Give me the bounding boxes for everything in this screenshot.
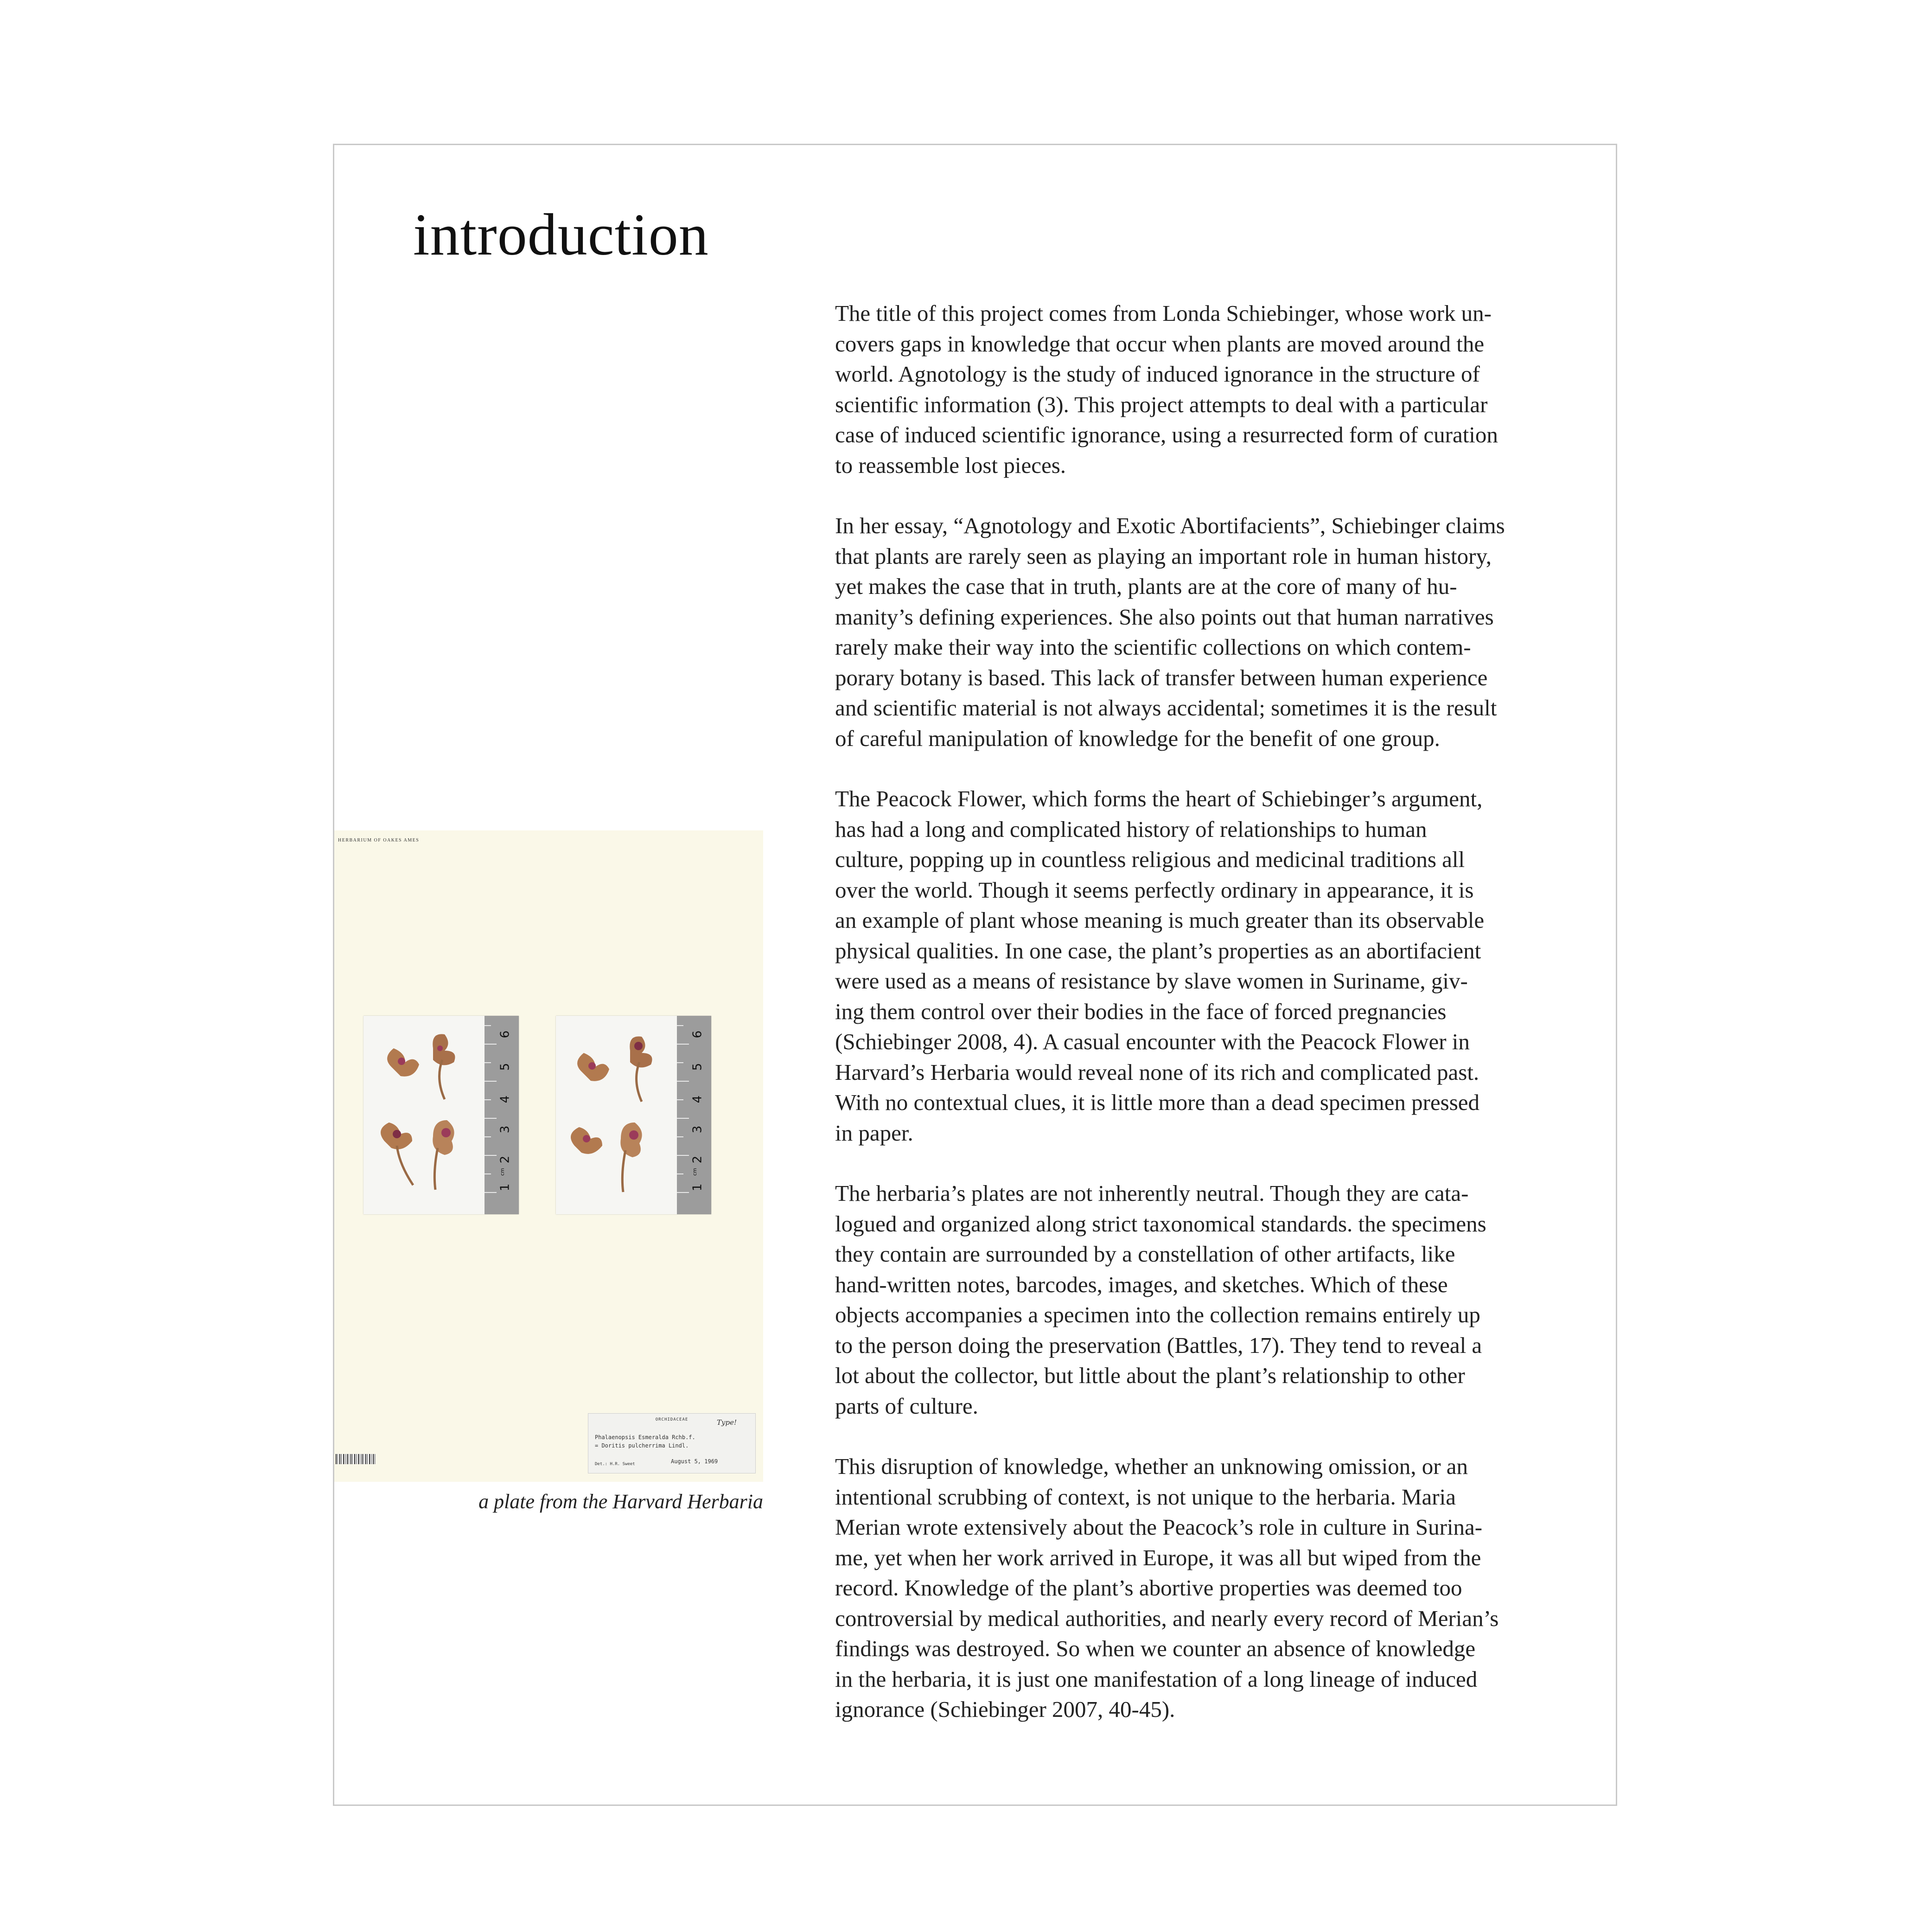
ruler-number: 3 bbox=[498, 1125, 512, 1134]
document-page bbox=[333, 144, 1617, 1806]
text-line: This disruption of knowledge, whether an unknowing omission, or an bbox=[835, 1454, 1468, 1479]
text-line: an example of plant whose meaning is much greater than its observable bbox=[835, 907, 1485, 933]
text-line: of careful manipulation of knowledge for the benefit of one group. bbox=[835, 725, 1440, 751]
flower-specimen bbox=[387, 1048, 419, 1077]
label-family: ORCHIDACEAE bbox=[655, 1417, 689, 1422]
text-line: Harvard’s Herbaria would reveal none of its rich and complicated past. bbox=[835, 1059, 1479, 1085]
label-determiner: Det.: H.R. Sweet bbox=[595, 1462, 635, 1467]
text-line: porary botany is based. This lack of transfer between human experience bbox=[835, 664, 1488, 690]
text-line: has had a long and complicated history of relationships to human bbox=[835, 816, 1427, 842]
flower-specimen bbox=[381, 1122, 413, 1185]
text-line: and scientific material is not always accidental; sometimes it is the result bbox=[835, 695, 1497, 721]
body-text bbox=[835, 298, 1544, 1755]
text-line: that plants are rarely seen as playing an important role in human history, bbox=[835, 543, 1492, 569]
body-paragraph bbox=[835, 1451, 1544, 1725]
label-date: August 5, 1969 bbox=[671, 1458, 718, 1465]
specimen-label bbox=[588, 1413, 756, 1473]
text-line: to reassemble lost pieces. bbox=[835, 452, 1066, 478]
flower-specimen bbox=[571, 1127, 602, 1154]
text-line: in paper. bbox=[835, 1120, 913, 1146]
text-line: world. Agnotology is the study of induced ignorance in the structure of bbox=[835, 361, 1480, 387]
text-line: record. Knowledge of the plant’s abortive properties was deemed too bbox=[835, 1575, 1462, 1600]
ruler-number: 1 bbox=[498, 1183, 512, 1192]
label-synonym-name: = Doritis pulcherrima Lindl. bbox=[595, 1442, 689, 1449]
text-line: rarely make their way into the scientific collections on which contem- bbox=[835, 634, 1471, 660]
text-line: to the person doing the preservation (Battles, 17). They tend to reveal a bbox=[835, 1332, 1482, 1358]
measurement-ruler bbox=[677, 1016, 711, 1214]
text-line: me, yet when her work arrived in Europe, it was all but wiped from the bbox=[835, 1544, 1481, 1570]
text-line: lot about the collector, but little about the plant’s relationship to other bbox=[835, 1363, 1465, 1388]
text-line: With no contextual clues, it is little more than a dead specimen pressed bbox=[835, 1090, 1480, 1115]
pressed-flowers-right bbox=[556, 1016, 676, 1214]
text-line: (Schiebinger 2008, 4). A casual encounter with the Peacock Flower in bbox=[835, 1029, 1470, 1054]
label-type-note: Type! bbox=[717, 1418, 737, 1427]
herbarium-plate-figure bbox=[334, 830, 763, 1482]
ruler-number: 4 bbox=[498, 1095, 512, 1103]
ruler-number: 3 bbox=[690, 1125, 705, 1134]
ruler-number: 2 bbox=[498, 1155, 512, 1164]
text-line: covers gaps in knowledge that occur when plants are moved around the bbox=[835, 331, 1485, 357]
specimen-card-left bbox=[363, 1016, 519, 1214]
text-line: in the herbaria, it is just one manifestation of a long lineage of induced bbox=[835, 1666, 1478, 1692]
text-line: physical qualities. In one case, the plant’s properties as an abortifacient bbox=[835, 937, 1481, 963]
pressed-flowers-left bbox=[363, 1016, 484, 1214]
ruler-number: 2 bbox=[690, 1155, 705, 1164]
ruler-number: 4 bbox=[690, 1095, 705, 1103]
flower-specimen bbox=[577, 1053, 609, 1081]
text-line: The title of this project comes from Londa Schiebinger, whose work un- bbox=[835, 300, 1492, 326]
text-line: findings was destroyed. So when we counter an absence of knowledge bbox=[835, 1636, 1476, 1661]
figure-caption: a plate from the Harvard Herbaria bbox=[478, 1490, 763, 1513]
barcode-icon bbox=[336, 1454, 376, 1464]
flower-specimen bbox=[433, 1034, 455, 1099]
body-paragraph bbox=[835, 510, 1544, 753]
text-line: manity’s defining experiences. She also points out that human narratives bbox=[835, 604, 1494, 630]
text-line: over the world. Though it seems perfectly ordinary in appearance, it is bbox=[835, 877, 1474, 903]
ruler-number: 1 bbox=[690, 1183, 705, 1192]
ruler-unit: cm bbox=[499, 1168, 505, 1176]
text-line: Merian wrote extensively about the Peacock’s role in culture in Surina- bbox=[835, 1514, 1483, 1540]
text-line: logued and organized along strict taxonomical standards. the specimens bbox=[835, 1211, 1486, 1237]
body-paragraph bbox=[835, 784, 1544, 1148]
body-paragraph bbox=[835, 298, 1544, 480]
text-line: case of induced scientific ignorance, using a resurrected form of curation bbox=[835, 422, 1498, 447]
text-line: controversial by medical authorities, and nearly every record of Merian’s bbox=[835, 1605, 1499, 1631]
ruler-unit: cm bbox=[691, 1168, 698, 1176]
page-title: introduction bbox=[413, 202, 709, 268]
herbarium-header-label: HERBARIUM OF OAKES AMES bbox=[338, 838, 420, 843]
ruler-number: 5 bbox=[690, 1063, 705, 1071]
text-line: intentional scrubbing of context, is not unique to the herbaria. Maria bbox=[835, 1484, 1456, 1510]
ruler-number: 6 bbox=[498, 1030, 512, 1039]
text-line: hand-written notes, barcodes, images, and sketches. Which of these bbox=[835, 1271, 1448, 1297]
text-line: The herbaria’s plates are not inherently neutral. Though they are cata- bbox=[835, 1180, 1469, 1206]
flower-specimen bbox=[433, 1120, 454, 1190]
text-line: they contain are surrounded by a constellation of other artifacts, like bbox=[835, 1241, 1455, 1267]
text-line: yet makes the case that in truth, plants are at the core of many of hu- bbox=[835, 574, 1457, 599]
text-line: objects accompanies a specimen into the collection remains entirely up bbox=[835, 1302, 1480, 1327]
text-line: ing them control over their bodies in the face of forced pregnancies bbox=[835, 998, 1447, 1024]
specimen-card-right bbox=[556, 1016, 711, 1214]
text-line: culture, popping up in countless religious and medicinal traditions all bbox=[835, 847, 1465, 872]
measurement-ruler bbox=[485, 1016, 519, 1214]
ruler-number: 6 bbox=[690, 1030, 705, 1039]
flower-specimen bbox=[620, 1122, 642, 1192]
text-line: The Peacock Flower, which forms the heart of Schiebinger’s argument, bbox=[835, 786, 1483, 811]
flower-specimen bbox=[630, 1036, 652, 1102]
body-paragraph bbox=[835, 1178, 1544, 1421]
ruler-number: 5 bbox=[498, 1063, 512, 1071]
label-species-name: Phalaenopsis Esmeralda Rchb.f. bbox=[595, 1434, 695, 1441]
text-line: ignorance (Schiebinger 2007, 40-45). bbox=[835, 1696, 1175, 1722]
text-line: parts of culture. bbox=[835, 1393, 978, 1419]
text-line: scientific information (3). This project attempts to deal with a particular bbox=[835, 391, 1488, 417]
text-line: In her essay, “Agnotology and Exotic Abortifacients”, Schiebinger claims bbox=[835, 513, 1505, 538]
text-line: were used as a means of resistance by slave women in Suriname, giv- bbox=[835, 968, 1468, 994]
